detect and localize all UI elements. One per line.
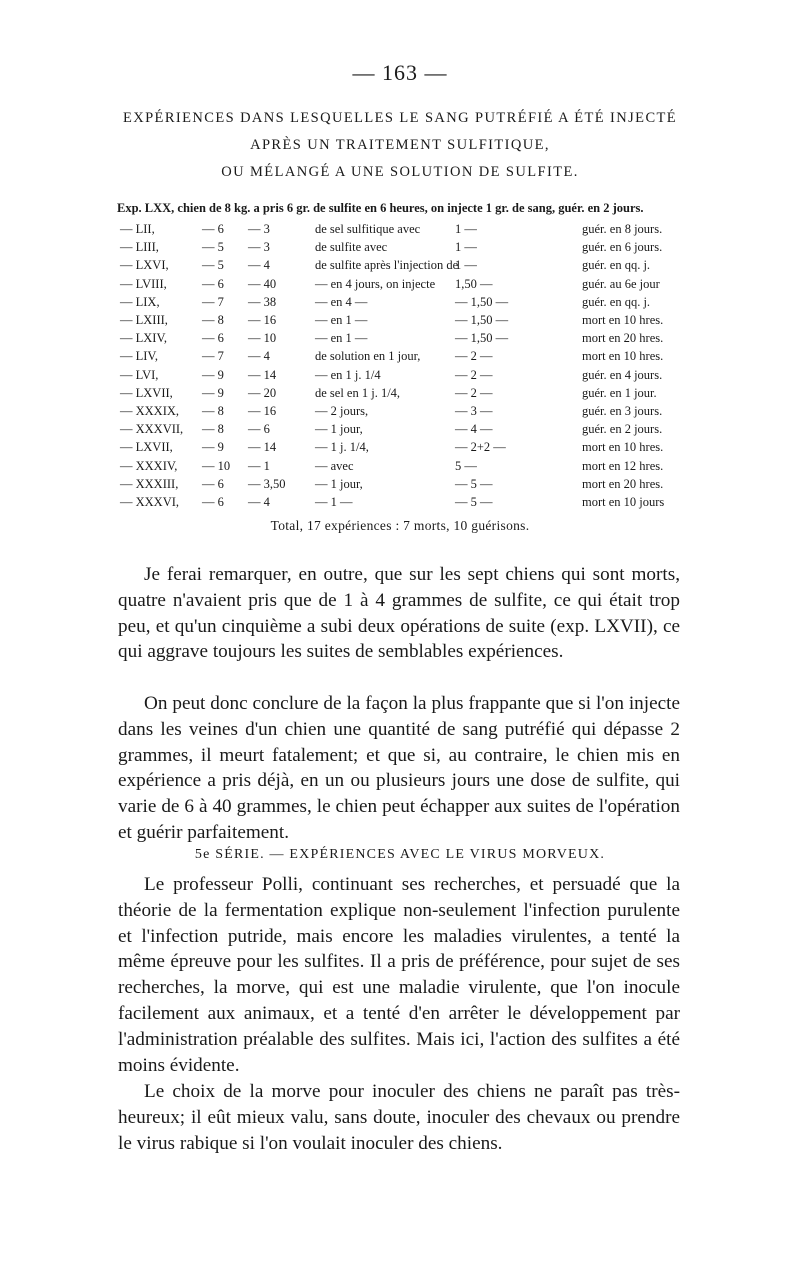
table-row [0, 222, 800, 242]
experiment-intro-line: Exp. LXX, chien de 8 kg. a pris 6 gr. de sulfite en 6 heures, on injecte 1 gr. de sang, guér. en 2 jours. [117, 201, 644, 215]
table-cell-w: — 5 [202, 240, 224, 255]
table-cell-d: — 3 [248, 222, 270, 236]
table-cell-d: — 4 [248, 258, 270, 273]
table-cell-exp: — LXVI, [120, 258, 169, 273]
table-cell-d: — 16 [248, 404, 277, 418]
table-cell-out: mort en 10 hres. [582, 313, 664, 327]
table-row [0, 240, 800, 260]
table-row [0, 368, 800, 388]
table-cell-desc: — en 4 — [315, 294, 368, 309]
table-cell-d: — 4 [248, 349, 270, 364]
table-cell-exp: — LXVII, [120, 440, 173, 455]
table-cell-inj: 5 — [455, 458, 477, 473]
table-cell-desc: de sulfite après l'injection de [315, 258, 459, 273]
table-cell-out: guér. en 6 jours. [582, 240, 663, 255]
table-cell-w: — 6 [202, 495, 224, 509]
table-cell-out: guér. en 4 jours. [582, 367, 663, 382]
table-cell-d: — 1 [248, 458, 270, 473]
table-cell-out: mort en 10 jours [582, 495, 665, 509]
table-cell-d: — 14 [248, 367, 277, 382]
table-cell-inj: — 2 — [455, 385, 493, 400]
table-row [0, 349, 800, 369]
table-row [0, 404, 800, 424]
table-cell-d: — 10 [248, 331, 277, 346]
table-cell-w: — 6 [202, 331, 224, 346]
table-cell-inj: 1 — [455, 222, 477, 236]
table-cell-inj: — 3 — [455, 404, 493, 418]
table-cell-desc: — 1 jour, [315, 422, 363, 437]
table-cell-inj: — 2 — [455, 367, 493, 382]
table-cell-desc: — en 1 — [315, 313, 368, 327]
table-cell-desc: de sel sulfitique avec [315, 222, 421, 236]
table-cell-out: mort en 12 hres. [582, 458, 664, 473]
table-cell-d: — 16 [248, 313, 277, 327]
table-cell-desc: — 1 jour, [315, 476, 363, 491]
section-heading-line-1: EXPÉRIENCES DANS LESQUELLES LE SANG PUTRÉFIÉ A ÉTÉ INJECTÉ [122, 110, 678, 126]
table-cell-exp: — LIII, [120, 240, 159, 255]
table-cell-out: guér. en 8 jours. [582, 222, 663, 236]
table-cell-d: — 40 [248, 276, 277, 291]
table-cell-out: guér. en qq. j. [582, 294, 651, 309]
table-cell-d: — 3 [248, 240, 270, 255]
table-cell-desc: — 2 jours, [315, 404, 369, 418]
table-row [0, 277, 800, 297]
section-heading-line-2: APRÈS UN TRAITEMENT SULFITIQUE, [250, 137, 550, 153]
table-cell-inj: — 2 — [455, 349, 493, 364]
table-cell-inj: 1 — [455, 240, 477, 255]
table-cell-out: mort en 20 hres. [582, 331, 664, 346]
table-cell-inj: — 5 — [455, 476, 493, 491]
paragraph-1: Je ferai remarquer, en outre, que sur les sept chiens qui sont morts, quatre n'avaient pris que de 1 à 4 grammes de sulfite, ce qui était trop peu, et qu'un cinquième a subi deux opérations de suite (exp. LXVII), ce qui aggrave toujours les suites de semblables expériences. [118, 564, 680, 663]
table-cell-inj: — 4 — [455, 422, 493, 437]
table-cell-out: guér. en qq. j. [582, 258, 651, 273]
table-cell-exp: — XXXVI, [120, 495, 180, 509]
table-row [0, 459, 800, 479]
table-cell-exp: — XXXIX, [120, 404, 180, 418]
table-cell-exp: — LXIV, [120, 331, 167, 346]
table-cell-desc: de solution en 1 jour, [315, 349, 421, 364]
table-cell-desc: — en 1 j. 1/4 [315, 367, 381, 382]
table-row [0, 495, 800, 515]
table-cell-w: — 6 [202, 476, 224, 491]
table-cell-inj: — 1,50 — [455, 294, 509, 309]
paragraph-4: Le choix de la morve pour inoculer des chiens ne paraît pas très-heureux; il eût mieux valu, sans doute, inoculer des chevaux ou prendre le virus rabique si l'on voulait inoculer des chiens. [118, 1081, 680, 1154]
table-cell-out: mort en 10 hres. [582, 349, 664, 364]
table-row [0, 258, 800, 278]
table-cell-d: — 6 [248, 422, 270, 437]
table-cell-exp: — LXVII, [120, 385, 173, 400]
table-cell-d: — 14 [248, 440, 277, 455]
table-row [0, 295, 800, 315]
table-cell-out: guér. en 3 jours. [582, 404, 663, 418]
series-heading: 5e SÉRIE. — EXPÉRIENCES AVEC LE VIRUS MORVEUX. [194, 847, 606, 862]
table-cell-exp: — LII, [120, 222, 155, 236]
table-cell-w: — 9 [202, 367, 224, 382]
table-cell-desc: — 1 — [315, 495, 353, 509]
table-cell-exp: — XXXIII, [120, 476, 179, 491]
table-row [0, 440, 800, 460]
table-cell-exp: — LIX, [120, 294, 160, 309]
table-cell-desc: — en 4 jours, on injecte [315, 276, 436, 291]
table-cell-inj: — 2+2 — [455, 440, 506, 455]
table-cell-w: — 7 [202, 294, 224, 309]
table-cell-exp: — LIV, [120, 349, 158, 364]
page-number: — 163 — [352, 60, 448, 85]
table-cell-exp: — LVIII, [120, 276, 167, 291]
table-cell-exp: — LVI, [120, 367, 159, 382]
table-cell-exp: — XXXIV, [120, 458, 178, 473]
table-cell-out: guér. en 2 jours. [582, 422, 663, 437]
table-cell-desc: — en 1 — [315, 331, 368, 346]
table-cell-desc: de sulfite avec [315, 240, 388, 255]
table-row [0, 477, 800, 497]
table-row [0, 313, 800, 333]
table-cell-d: — 38 [248, 294, 277, 309]
table-cell-w: — 7 [202, 349, 224, 364]
table-row [0, 331, 800, 351]
table-cell-w: — 8 [202, 404, 224, 418]
table-cell-inj: — 5 — [455, 495, 493, 509]
table-cell-w: — 6 [202, 276, 224, 291]
table-cell-out: guér. en 1 jour. [582, 385, 657, 400]
table-cell-inj: 1 — [455, 258, 477, 273]
table-cell-inj: 1,50 — [455, 276, 493, 291]
table-cell-desc: — avec [315, 458, 354, 473]
table-cell-d: — 4 [248, 495, 270, 509]
table-cell-inj: — 1,50 — [455, 313, 509, 327]
table-cell-out: mort en 10 hres. [582, 440, 664, 455]
table-cell-desc: de sel en 1 j. 1/4, [315, 385, 401, 400]
table-cell-w: — 6 [202, 222, 224, 236]
table-cell-w: — 8 [202, 422, 224, 437]
table-cell-out: mort en 20 hres. [582, 476, 664, 491]
paragraph-3: Le professeur Polli, continuant ses recherches, et persuadé que la théorie de la fermentation explique non-seulement l'infection purulente et l'infection putride, mais encore les maladies virulentes, a tenté la même épreuve pour les sulfites. Il a pris de préférence, pour sujet de ses recherches, la morve, qui est une maladie virulente, que l'on inocule facilement aux animaux, et a tenté d'en arrêter le développement par l'administration préalable des sulfites. Mais ici, l'action des sulfites a été moins évidente. [118, 874, 680, 1076]
table-cell-w: — 10 [202, 458, 231, 473]
table-cell-out: guér. au 6e jour [582, 276, 660, 291]
section-heading-line-3: OU MÉLANGÉ A UNE SOLUTION DE SULFITE. [221, 164, 579, 180]
table-cell-w: — 5 [202, 258, 224, 273]
table-cell-d: — 20 [248, 385, 277, 400]
table-cell-inj: — 1,50 — [455, 331, 509, 346]
table-cell-exp: — XXXVII, [120, 422, 184, 437]
table-row [0, 386, 800, 406]
paragraph-2: On peut donc conclure de la façon la plus frappante que si l'on injecte dans les veines d'un chien une quantité de sang putréfié qui dépasse 2 grammes, il meurt fatalement; et que si, au contraire, le chien mis en expérience a pris déjà, en un ou plusieurs jours une dose de sulfite, qui varie de 6 à 40 grammes, le chien peut échapper aux suites de l'opération et guérir parfaitement. [118, 693, 680, 843]
table-total: Total, 17 expériences : 7 morts, 10 guérisons. [270, 518, 530, 533]
table-cell-d: — 3,50 [248, 476, 286, 491]
table-cell-w: — 9 [202, 440, 224, 455]
table-row [0, 422, 800, 442]
table-cell-w: — 8 [202, 313, 224, 327]
table-cell-desc: — 1 j. 1/4, [315, 440, 369, 455]
table-cell-exp: — LXIII, [120, 313, 168, 327]
table-cell-w: — 9 [202, 385, 224, 400]
